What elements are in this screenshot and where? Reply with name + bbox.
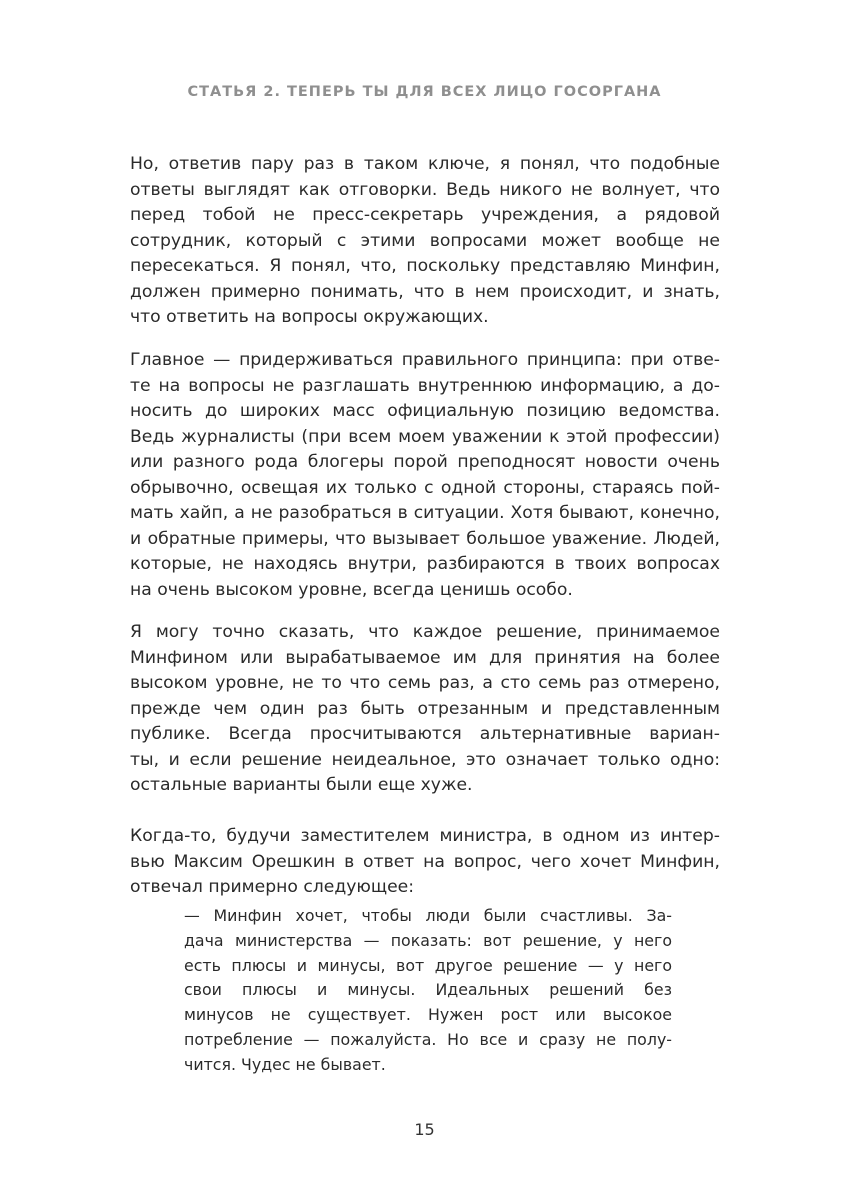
text-line: пересекаться. Я понял, что, поскольку представляю Минфин, <box>130 256 720 276</box>
text-line: отвечал примерно следующее: <box>130 877 415 897</box>
paragraph-4 <box>130 824 720 901</box>
text-line: сотрудник, который с этими вопросами может вообще не <box>130 230 720 251</box>
text-line: или разного рода блогеры порой преподносят новости очень <box>130 452 720 472</box>
text-line: чится. Чудес не бывает. <box>184 1054 386 1074</box>
paragraph-2 <box>130 348 720 603</box>
text-line: Но, ответив пару раз в таком ключе, я понял, что подобные <box>130 154 720 174</box>
text-line: обрывочно, освещая их только с одной стороны, стараясь пой- <box>130 477 720 498</box>
text-line: мать хайп, а не разобраться в ситуации. Хотя бывают, конечно, <box>130 503 720 523</box>
paragraph-1 <box>130 152 720 331</box>
text-line: что ответить на вопросы окружающих. <box>130 307 489 327</box>
block-quote <box>184 904 672 1078</box>
text-line: дача министерства — показать: вот решение, у него <box>184 930 672 950</box>
page-number: 15 <box>414 1120 435 1139</box>
text-line: Я могу точно сказать, что каждое решение, принимаемое <box>130 622 720 642</box>
text-line: потребление — пожалуйста. Но все и сразу не полу- <box>184 1029 672 1049</box>
text-line: и обратные примеры, что вызывает большое уважение. Людей, <box>130 528 720 549</box>
text-line: прежде чем один раз быть отрезанным и представленным <box>130 698 720 719</box>
text-line: остальные варианты были еще хуже. <box>130 775 473 795</box>
text-line: свои плюсы и минусы. Идеальных решений без <box>184 980 672 1000</box>
text-line: Главное — придерживаться правильного принципа: при отве- <box>130 350 720 370</box>
text-line: вью Максим Орешкин в ответ на вопрос, чего хочет Минфин, <box>130 851 720 872</box>
text-line: минусов не существует. Нужен рост или высокое <box>184 1005 672 1025</box>
text-line: — Минфин хочет, чтобы люди были счастливы. За- <box>184 906 672 925</box>
text-line: должен примерно понимать, что в нем происходит, и знать, <box>130 281 720 302</box>
running-header: СТАТЬЯ 2. ТЕПЕРЬ ТЫ ДЛЯ ВСЕХ ЛИЦО ГОСОРГАНА <box>187 84 662 100</box>
text-line: Когда-то, будучи заместителем министра, в одном из интер- <box>130 826 720 846</box>
text-line: которые, не находясь внутри, разбираются в твоих вопросах <box>130 554 720 574</box>
text-line: есть плюсы и минусы, вот другое решение — у него <box>184 955 672 975</box>
paragraph-3 <box>130 620 720 799</box>
text-line: ты, и если решение неидеальное, это означает только одно: <box>130 749 720 770</box>
text-line: на очень высоком уровне, всегда ценишь особо. <box>130 579 573 600</box>
text-line: публике. Всегда просчитываются альтернативные вариан- <box>130 724 720 744</box>
text-line: носить до широких масс официальную позицию ведомства. <box>130 401 720 421</box>
text-line: высоком уровне, не то что семь раз, а сто семь раз отмерено, <box>130 673 720 693</box>
text-line: те на вопросы не разглашать внутреннюю информацию, а до- <box>130 375 720 396</box>
text-line: перед тобой не пресс-секретарь учреждения, а рядовой <box>130 205 720 225</box>
text-line: ответы выглядят как отговорки. Ведь никого не волнует, что <box>130 179 720 200</box>
text-line: Минфином или вырабатываемое им для принятия на более <box>130 647 720 668</box>
text-line: Ведь журналисты (при всем моем уважении к этой профессии) <box>130 426 720 447</box>
